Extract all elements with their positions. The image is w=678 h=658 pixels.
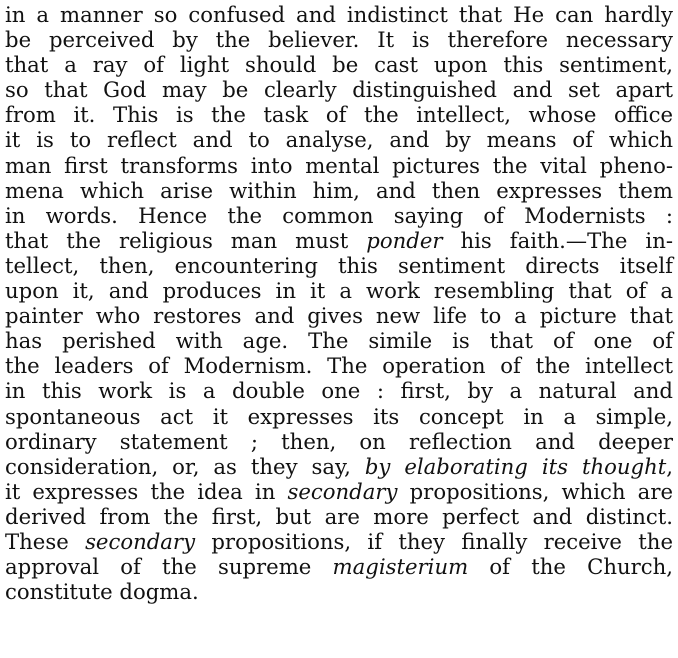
text-run: painter who restores and gives new life to a picture that [5, 303, 673, 329]
document-page [5, 2, 677, 604]
text-line [5, 77, 673, 102]
text-run: that the religious man must [5, 227, 367, 253]
text-line [5, 178, 673, 203]
text-line [5, 404, 673, 429]
italic-text: by elaborating its thought [364, 453, 667, 479]
text-line [5, 529, 673, 554]
text-line [5, 454, 673, 479]
text-run: constitute dogma. [5, 579, 199, 605]
text-run: it expresses the idea in [5, 478, 288, 504]
italic-text: ponder [366, 227, 443, 253]
text-line [5, 127, 673, 152]
text-run: derived from the first, but are more perfect and distinct. [5, 503, 673, 529]
text-run: be perceived by the believer. It is therefore necessary [5, 27, 673, 53]
text-run: from it. This is the task of the intellect, whose office [5, 102, 673, 128]
text-line [5, 253, 673, 278]
text-run: approval of the supreme [5, 554, 333, 580]
text-run: it is to reflect and to analyse, and by means of which [5, 127, 673, 153]
text-run: his faith.—The in- [442, 227, 673, 253]
text-run: of the Church, [468, 554, 673, 580]
text-line [5, 228, 673, 253]
text-line [5, 153, 673, 178]
text-line [5, 353, 673, 378]
text-run: in words. Hence the common saying of Modernists : [5, 202, 673, 228]
text-run: upon it, and produces in it a work resembling that of a [5, 278, 673, 304]
text-run: in a manner so confused and indistinct that He can hardly [5, 2, 673, 27]
text-run: man first transforms into mental pictures the vital pheno- [5, 152, 673, 178]
text-line [5, 429, 673, 454]
text-run: has perished with age. The simile is that of one of [5, 328, 673, 354]
body-text [5, 2, 677, 604]
text-line [5, 579, 673, 604]
text-line [5, 27, 673, 52]
text-run: propositions, if they finally receive the [195, 528, 673, 554]
italic-text: magisterium [332, 554, 469, 580]
text-line [5, 554, 673, 579]
text-line [5, 504, 673, 529]
text-line [5, 278, 673, 303]
text-run: tellect, then, encountering this sentiment directs itself [5, 252, 673, 278]
text-line [5, 2, 673, 27]
text-run: that a ray of light should be cast upon this sentiment, [5, 52, 673, 78]
text-run: propositions, which are [397, 478, 673, 504]
text-line [5, 378, 673, 403]
text-run: the leaders of Modernism. The operation of the intellect [5, 353, 673, 379]
italic-text: secondary [287, 478, 398, 504]
text-line [5, 52, 673, 77]
text-run: , [666, 453, 673, 479]
text-run: consideration, or, as they say, [5, 453, 365, 479]
text-line [5, 303, 673, 328]
text-run: so that God may be clearly distinguished and set apart [5, 77, 673, 103]
text-run: ordinary statement ; then, on reflection and deeper [5, 428, 673, 454]
text-run: These [5, 528, 86, 554]
text-line [5, 102, 673, 127]
text-run: in this work is a double one : first, by a natural and [5, 378, 673, 404]
text-line [5, 479, 673, 504]
italic-text: secondary [85, 528, 196, 554]
text-line [5, 328, 673, 353]
text-line [5, 203, 673, 228]
text-run: mena which arise within him, and then expresses them [5, 177, 673, 203]
text-run: spontaneous act it expresses its concept in a simple, [5, 403, 673, 429]
